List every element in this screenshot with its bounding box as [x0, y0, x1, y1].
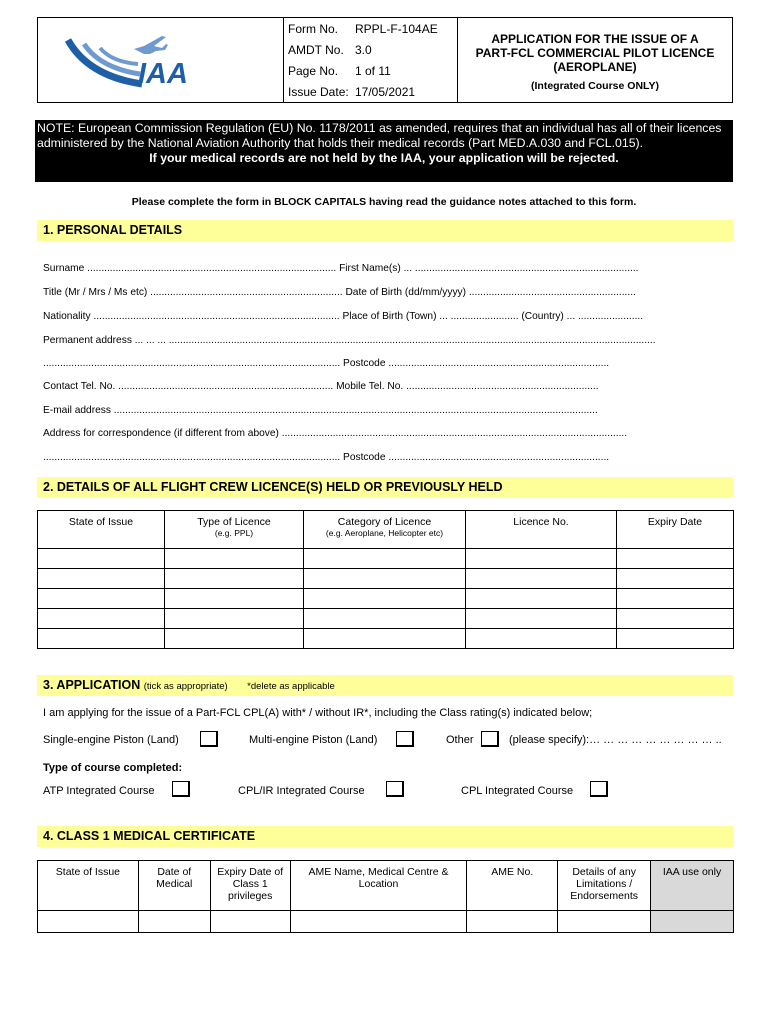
issue-date-label: Issue Date:	[288, 85, 349, 99]
issue-date-value: 17/05/2021	[355, 85, 416, 99]
field-email[interactable]: E-mail address ...........................................................................................................................................................................	[43, 405, 598, 416]
section-4-heading: 4. CLASS 1 MEDICAL CERTIFICATE	[37, 826, 733, 847]
single-engine-checkbox[interactable]	[200, 731, 218, 747]
please-specify-field[interactable]: (please specify):… … … … … … … … … ..	[509, 734, 722, 746]
section-1-heading: 1. PERSONAL DETAILS	[37, 220, 733, 241]
form-no-value: RPPL-F-104AE	[355, 22, 438, 36]
form-title	[458, 18, 732, 102]
field-phone[interactable]: Contact Tel. No. ............................................................................ Mobile Tel. No. ....................................................................	[43, 381, 599, 392]
note-warning: If your medical records are not held by the IAA, your application will be rejected.	[149, 151, 619, 165]
licence-table	[37, 510, 734, 649]
col-type-of-licence: Type of Licence (e.g. PPL)	[165, 511, 304, 549]
table-row[interactable]	[38, 549, 734, 569]
field-correspondence-address[interactable]: Address for correspondence (if different from above) ..........................................................................................................................	[43, 428, 628, 439]
section-3-title: 3. APPLICATION	[43, 678, 141, 692]
delete-note: *delete as applicable	[247, 681, 335, 692]
table-row[interactable]	[38, 629, 734, 649]
atp-course-label: ATP Integrated Course	[43, 785, 155, 797]
section-2-heading: 2. DETAILS OF ALL FLIGHT CREW LICENCE(S) HELD OR PREVIOUSLY HELD	[37, 477, 733, 498]
title-sub: (Integrated Course ONLY)	[531, 80, 659, 92]
multi-engine-label: Multi-engine Piston (Land)	[249, 734, 378, 746]
instruction-text: Please complete the form in BLOCK CAPITALS having read the guidance notes attached to this form.	[131, 196, 637, 208]
cpl-course-label: CPL Integrated Course	[461, 785, 574, 797]
col-iaa-use-only: IAA use only	[651, 861, 734, 911]
course-heading: Type of course completed:	[43, 762, 183, 774]
page-label: Page No.	[288, 64, 339, 78]
field-correspondence-postcode[interactable]: ......................................................................................................... Postcode ..............................................................................	[43, 452, 610, 463]
title-line-3: (AEROPLANE)	[553, 60, 637, 74]
field-title-dob[interactable]: Title (Mr / Mrs / Ms etc) .................................................................... Date of Birth (dd/mm/yyyy) ...........................................................	[43, 287, 636, 298]
medical-table	[37, 860, 734, 933]
col-expiry-date: Expiry Date	[617, 511, 734, 549]
page-value: 1 of 11	[355, 64, 391, 78]
tick-note: (tick as appropriate)	[143, 681, 228, 692]
note-box	[35, 120, 733, 182]
svg-text:IAA: IAA	[138, 58, 188, 90]
col-state-of-issue: State of Issue	[38, 511, 165, 549]
col-limitations: Details of any Limitations / Endorsements	[558, 861, 651, 911]
field-surname-firstname[interactable]: Surname ........................................................................................ First Name(s) ... ...............................................................................	[43, 263, 639, 274]
amdt-label: AMDT No.	[288, 43, 344, 57]
note-text: NOTE: European Commission Regulation (EU) No. 1178/2011 as amended, requires that an individual has all of their licences administered by the National Aviation Authority that holds their medical records (Part MED.A.030 and FCL.015).	[37, 121, 722, 150]
atp-course-checkbox[interactable]	[172, 781, 190, 797]
col-ame-no: AME No.	[467, 861, 558, 911]
other-checkbox[interactable]	[481, 731, 499, 747]
field-nationality-birthplace[interactable]: Nationality ....................................................................................... Place of Birth (Town) ... ........................ (Country) ... .......................	[43, 311, 644, 322]
cplir-course-checkbox[interactable]	[386, 781, 404, 797]
section-3-heading	[37, 675, 733, 696]
col-ame-name: AME Name, Medical Centre & Location	[290, 861, 467, 911]
multi-engine-checkbox[interactable]	[396, 731, 414, 747]
table-row[interactable]	[38, 911, 734, 933]
application-statement: I am applying for the issue of a Part-FCL CPL(A) with* / without IR*, including the Class rating(s) indicated below;	[43, 707, 593, 719]
title-line-1: APPLICATION FOR THE ISSUE OF A	[491, 32, 699, 46]
amdt-value: 3.0	[355, 43, 372, 57]
field-permanent-address[interactable]: Permanent address ... ... ... ............................................................................................................................................................................	[43, 335, 656, 346]
col-medical-date: Date of Medical	[138, 861, 210, 911]
other-label: Other	[446, 734, 474, 746]
table-row[interactable]	[38, 609, 734, 629]
title-line-2: PART-FCL COMMERCIAL PILOT LICENCE	[475, 46, 715, 60]
form-no-label: Form No.	[288, 22, 339, 36]
col-category-of-licence: Category of Licence (e.g. Aeroplane, Helicopter etc)	[304, 511, 466, 549]
table-row[interactable]	[38, 569, 734, 589]
iaa-logo	[38, 18, 284, 102]
single-engine-label: Single-engine Piston (Land)	[43, 734, 179, 746]
col-medical-expiry: Expiry Date of Class 1 privileges	[210, 861, 290, 911]
table-row[interactable]	[38, 589, 734, 609]
cpl-course-checkbox[interactable]	[590, 781, 608, 797]
col-medical-state: State of Issue	[38, 861, 139, 911]
form-meta	[284, 18, 458, 102]
field-address-postcode[interactable]: ......................................................................................................... Postcode ..............................................................................	[43, 358, 610, 369]
cplir-course-label: CPL/IR Integrated Course	[238, 785, 365, 797]
col-licence-no: Licence No.	[466, 511, 617, 549]
form-header	[37, 17, 733, 103]
